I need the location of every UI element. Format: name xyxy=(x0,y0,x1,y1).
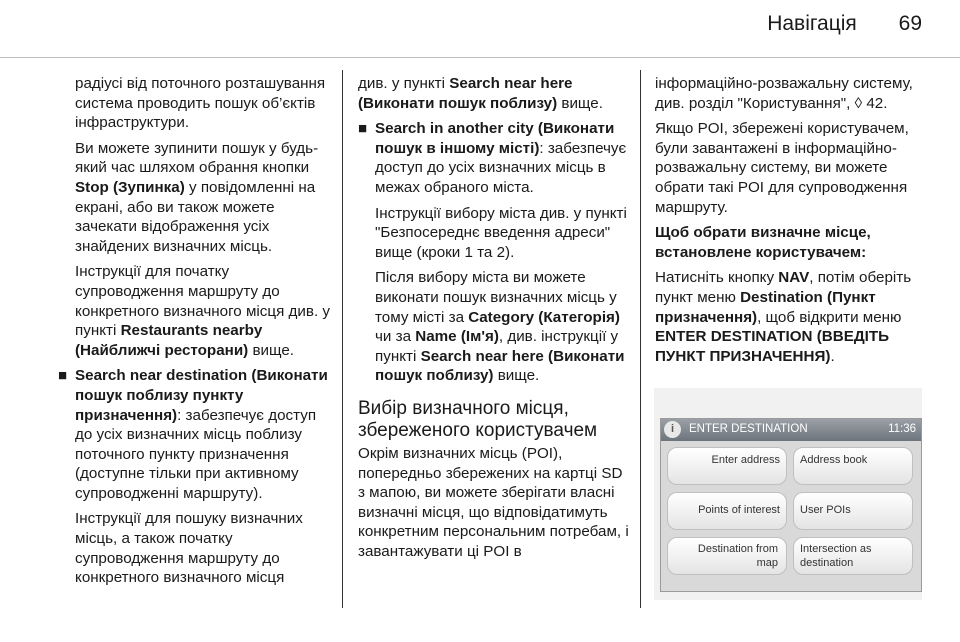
paragraph: Інструкції для початку супроводження маршруту до конкретного визначного місця див. у пункті Restaurants nearby (Найближчі ресторани) вище. xyxy=(75,263,330,359)
paragraph: Окрім визначних місць (POI), попередньо збережених на картці SD з мапою, ви можете зберігати власні визначні місця, що відповідатимуть конкретним персональним потребам, і завантажувати ці POI в xyxy=(358,444,629,560)
paragraph: радіусі від поточного розташування система проводить пошук об’єктів інфраструктури. xyxy=(75,75,326,132)
paragraph: Після вибору міста ви можете виконати пошук визначних місць у тому місті за Category (Категорія) чи за Name (Ім'я), див. інструкції у пункті Search near here (Виконати пошук поблизу) вище. xyxy=(375,269,625,385)
screen-title-bar xyxy=(661,419,921,441)
column-3 xyxy=(655,74,927,372)
page-number: 69 xyxy=(898,12,922,35)
bullet-icon: ■ xyxy=(358,120,368,138)
paragraph: Якщо POI, збережені користувачем, були завантажені в інформаційно-розважальну систему, ви можете обрати такі POI для супроводження маршруту. xyxy=(655,120,909,216)
clock: 11:36 xyxy=(888,423,916,435)
display-screen xyxy=(660,418,922,592)
points-of-interest-button[interactable]: Points of interest xyxy=(667,492,787,530)
bullet-item: ■ Search in another city (Виконати пошук в іншому місті): забезпечує доступ до усіх визначних місць в межах обраного міста. xyxy=(358,120,627,196)
user-pois-button[interactable]: User POIs xyxy=(793,492,913,530)
page-reference: ◊ 42. xyxy=(854,94,888,112)
paragraph: Щоб обрати визначне місце, встановлене користувачем: xyxy=(655,224,871,261)
column-1 xyxy=(58,74,330,594)
paragraph: Натисніть кнопку NAV, потім оберіть пункт меню Destination (Пункт призначення), щоб відкрити меню ENTER DESTINATION (ВВЕДІТЬ ПУНКТ ПРИЗНАЧЕННЯ). xyxy=(655,269,912,365)
bullet-icon: ■ xyxy=(58,367,68,385)
header-rule xyxy=(0,57,960,58)
info-icon: i xyxy=(664,421,681,438)
destination-from-map-button[interactable]: Destination from map xyxy=(667,537,787,575)
paragraph: див. у пункті Search near here (Виконати пошук поблизу) вище. xyxy=(358,75,603,112)
screen-title: ENTER DESTINATION xyxy=(689,423,808,435)
bullet-item: ■ Search near destination (Виконати пошук поблизу пункту призначення): забезпечує доступ до усіх визначних місць поблизу поточного пункту призначення (доступне тільки при активному супроводженні маршруту). xyxy=(58,367,328,502)
column-divider-2 xyxy=(640,70,641,608)
paragraph: Ви можете зупинити пошук у будь-який час шляхом обрання кнопки Stop (Зупинка) у повідомленні на екрані, або ви також можете зачекати відображення усіх знайдених визначних місць. xyxy=(75,139,319,255)
address-book-button[interactable]: Address book xyxy=(793,447,913,485)
paragraph: Інструкції вибору міста див. у пункті "Безпосереднє введення адреси" вище (кроки 1 та 2). xyxy=(375,204,627,261)
section-heading: Вибір визначного місця, збереженого користувачем xyxy=(358,397,598,441)
column-divider-1 xyxy=(342,70,343,608)
section-title: Навігація xyxy=(767,12,857,35)
paragraph: інформаційно-розважальну систему, див. розділ "Користування", ◊ 42. xyxy=(655,75,913,112)
enter-address-button[interactable]: Enter address xyxy=(667,447,787,485)
page-header xyxy=(767,12,922,36)
intersection-as-destination-button[interactable]: Intersection as destination xyxy=(793,537,913,575)
column-2 xyxy=(358,74,630,567)
display-screenshot xyxy=(654,388,922,600)
paragraph: Інструкції для пошуку визначних місць, а також початку супроводження маршруту до конкретного визначного місця xyxy=(75,510,303,587)
